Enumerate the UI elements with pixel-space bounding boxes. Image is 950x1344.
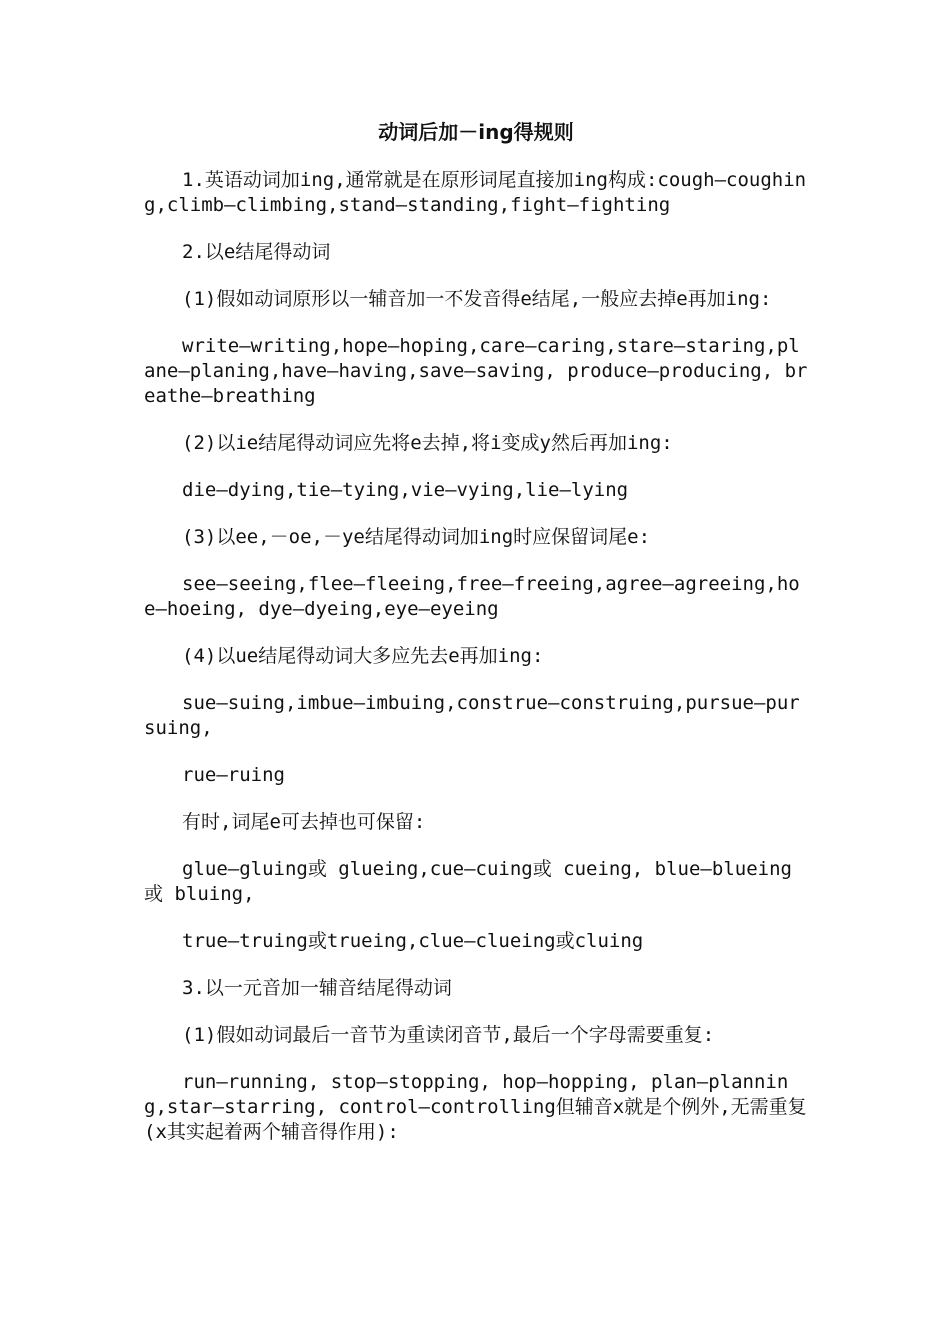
paragraph-rule-2-1-examples: write—writing,hope—hoping,care—caring,stare—staring,plane—planing,have—having,save—saving, produce—producing, breathe—breathing [144, 335, 808, 407]
document-title: 动词后加－ing得规则 [378, 120, 574, 144]
paragraph-rule-2-2: (2)以ie结尾得动词应先将e去掉,将i变成y然后再加ing: [182, 432, 673, 454]
paragraph-rule-2-4: (4)以ue结尾得动词大多应先去e再加ing: [182, 645, 544, 667]
document-page [144, 118, 808, 1167]
paragraph-rule-2-1: (1)假如动词原形以一辅音加一不发音得e结尾,一般应去掉e再加ing: [182, 288, 772, 310]
paragraph-rule-2-3-examples: see—seeing,flee—fleeing,free—freeing,agree—agreeing,hoe—hoeing, dye—dyeing,eye—eyeing [144, 573, 800, 620]
paragraph-rule-2-4-examples: sue—suing,imbue—imbuing,construe—construing,pursue—pursuing, [144, 692, 800, 739]
paragraph-rule-2-2-examples: die—dying,tie—tying,vie—vying,lie—lying [182, 479, 629, 501]
paragraph-rule-2-4-examples-cont: rue—ruing [182, 764, 285, 786]
paragraph-rule-3-heading: 3.以一元音加一辅音结尾得动词 [182, 977, 452, 999]
paragraph-rule-3-1: (1)假如动词最后一音节为重读闭音节,最后一个字母需要重复: [182, 1024, 715, 1046]
paragraph-rule-3-1-examples: run—running, stop—stopping, hop—hopping, plan—planning,star—starring, control—controlling但辅音x就是个例外,无需重复(x其实起着两个辅音得作用): [144, 1071, 807, 1143]
paragraph-rule-2-4-note-examples-cont: true—truing或trueing,clue—clueing或cluing [182, 930, 644, 952]
paragraph-rule-2-heading: 2.以e结尾得动词 [182, 241, 331, 263]
paragraph-rule-2-3: (3)以ee,－oe,－ye结尾得动词加ing时应保留词尾e: [182, 526, 651, 548]
paragraph-rule-2-4-note: 有时,词尾e可去掉也可保留: [182, 811, 426, 833]
paragraph-rule-1: 1.英语动词加ing,通常就是在原形词尾直接加ing构成:cough—coughing,climb—climbing,stand—standing,fight—fighting [144, 169, 807, 216]
paragraph-rule-2-4-note-examples: glue—gluing或 glueing,cue—cuing或 cueing, blue—blueing或 bluing, [144, 858, 792, 905]
